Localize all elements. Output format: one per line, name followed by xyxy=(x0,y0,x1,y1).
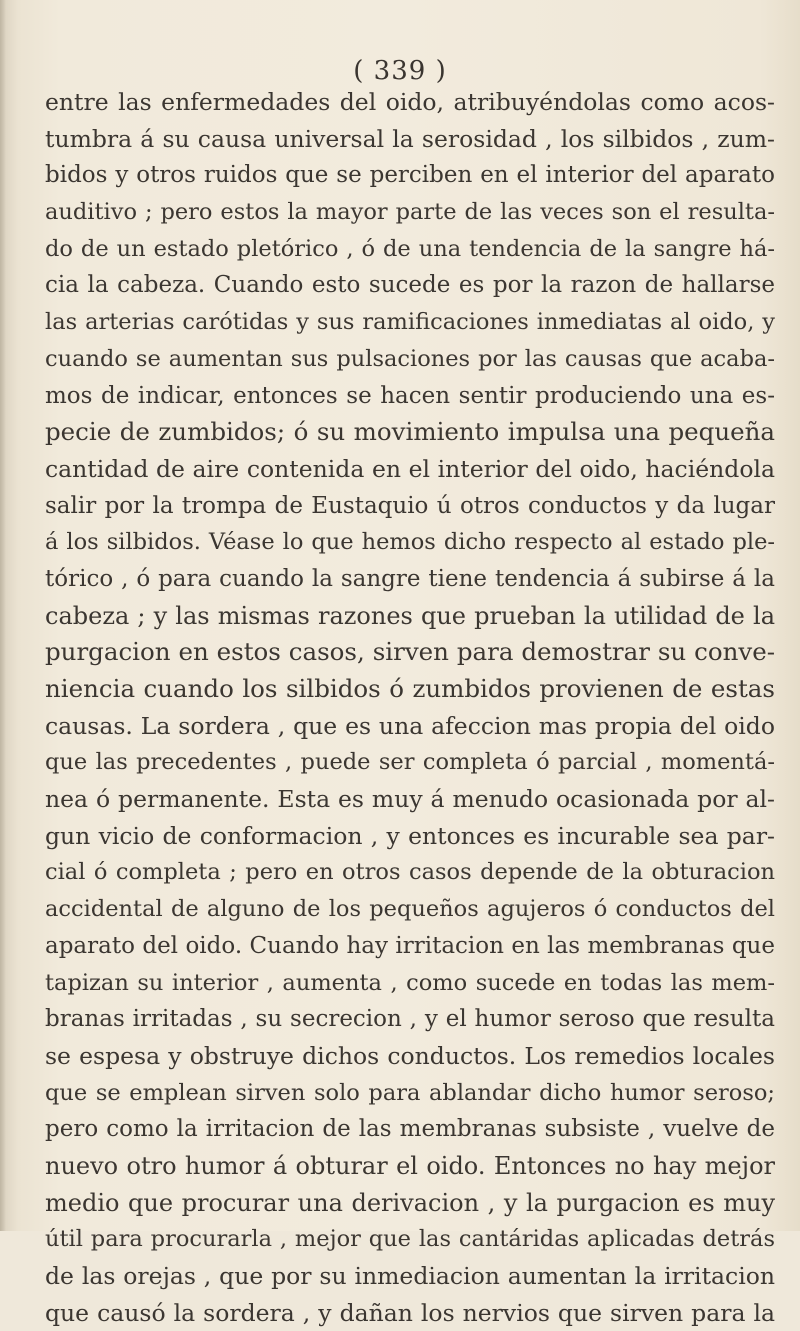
page-gutter-shadow xyxy=(0,0,6,1231)
text-line: pecie de zumbidos; ó su movimiento impulsa una pequeña xyxy=(45,417,775,447)
text-line: las arterias carótidas y sus ramificaciones inmediatas al oido, y xyxy=(45,309,775,336)
text-line: salir por la trompa de Eustaquio ú otros conductos y da lugar xyxy=(45,492,775,519)
text-line: cial ó completa ; pero en otros casos depende de la obturacion xyxy=(45,859,775,886)
page-number: ( 339 ) xyxy=(353,56,447,86)
text-line: se espesa y obstruye dichos conductos. Los remedios locales xyxy=(45,1041,775,1070)
text-line: branas irritadas , su secrecion , y el humor seroso que resulta xyxy=(45,1006,775,1033)
text-line: útil para procurarla , mejor que las cantáridas aplicadas detrás xyxy=(45,1226,775,1253)
text-line: cia la cabeza. Cuando esto sucede es por la razon de hallarse xyxy=(45,272,775,299)
text-line: pero como la irritacion de las membranas subsiste , vuelve de xyxy=(45,1116,775,1143)
text-line: tórico , ó para cuando la sangre tiene tendencia á subirse á la xyxy=(45,565,775,592)
text-line: que las precedentes , puede ser completa ó parcial , momentá- xyxy=(45,749,775,776)
text-line: á los silbidos. Véase lo que hemos dicho respecto al estado ple- xyxy=(45,529,775,556)
text-line: que se emplean sirven solo para ablandar dicho humor seroso; xyxy=(45,1079,775,1106)
text-line: auditivo ; pero estos la mayor parte de las veces son el resulta- xyxy=(45,199,775,226)
text-line: tumbra á su causa universal la serosidad , los silbidos , zum- xyxy=(45,124,775,153)
body-text xyxy=(45,84,775,1331)
text-line: mos de indicar, entonces se hacen sentir produciendo una es- xyxy=(45,382,775,409)
text-line: nuevo otro humor á obturar el oido. Entonces no hay mejor xyxy=(45,1151,775,1180)
text-line: niencia cuando los silbidos ó zumbidos provienen de estas xyxy=(45,674,775,703)
text-line: accidental de alguno de los pequeños agujeros ó conductos del xyxy=(45,896,775,923)
text-line: de las orejas , que por su inmediacion aumentan la irritacion xyxy=(45,1262,775,1290)
text-line: aparato del oido. Cuando hay irritacion en las membranas que xyxy=(45,932,775,959)
text-line: bidos y otros ruidos que se perciben en el interior del aparato xyxy=(45,162,775,189)
text-line: que causó la sordera , y dañan los nervios que sirven para la xyxy=(45,1298,775,1327)
text-line: cuando se aumentan sus pulsaciones por las causas que acaba- xyxy=(45,345,775,372)
text-line: cabeza ; y las mismas razones que prueban la utilidad de la xyxy=(45,601,775,630)
text-line: causas. La sordera , que es una afeccion mas propia del oido xyxy=(45,711,775,740)
text-line: tapizan su interior , aumenta , como sucede en todas las mem- xyxy=(45,969,775,996)
text-line: medio que procurar una derivacion , y la purgacion es muy xyxy=(45,1188,775,1217)
text-line: nea ó permanente. Esta es muy á menudo ocasionada por al- xyxy=(45,785,775,814)
text-line: do de un estado pletórico , ó de una tendencia de la sangre há- xyxy=(45,235,775,262)
text-line: gun vicio de conformacion , y entonces es incurable sea par- xyxy=(45,821,775,850)
text-line: cantidad de aire contenida en el interior del oido, haciéndola xyxy=(45,454,775,483)
text-line: purgacion en estos casos, sirven para demostrar su conve- xyxy=(45,637,775,667)
text-line: entre las enfermedades del oido, atribuyéndolas como acos- xyxy=(45,88,775,116)
